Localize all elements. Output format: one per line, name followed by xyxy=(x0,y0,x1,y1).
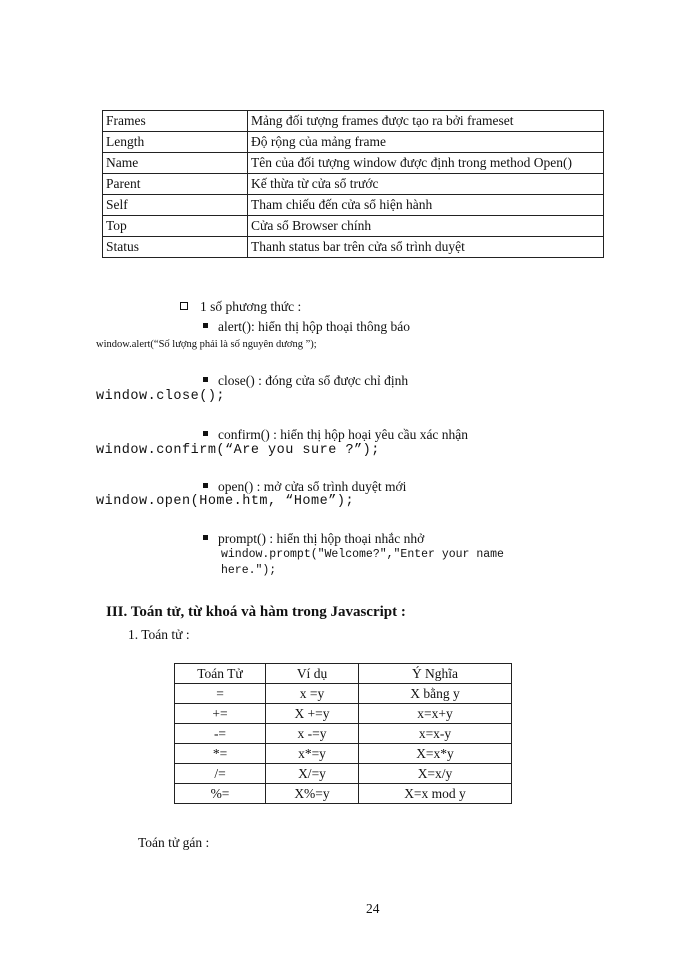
column-header: Toán Tử xyxy=(175,664,266,684)
meaning-cell: x=x-y xyxy=(359,724,512,744)
property-description: Tham chiếu đến cửa sổ hiện hành xyxy=(248,195,604,216)
operator-row xyxy=(175,764,512,784)
close-method-desc: close() : đóng cửa sổ được chỉ định xyxy=(203,372,408,390)
close-code: window.close(); xyxy=(96,389,226,404)
prompt-method-desc: prompt() : hiển thị hộp thoại nhắc nhở xyxy=(203,530,424,548)
property-row xyxy=(103,153,604,174)
prompt-code-line2: here."); xyxy=(221,564,277,577)
alert-code: window.alert(“Số lượng phải là số nguyên dương ”); xyxy=(96,339,317,350)
operator-row xyxy=(175,704,512,724)
section-subheading: 1. Toán tử : xyxy=(128,627,190,642)
property-description: Tên của đối tượng window được định trong method Open() xyxy=(248,153,604,174)
confirm-method-desc: confirm() : hiển thị hộp hoại yêu cầu xác nhận xyxy=(203,426,468,444)
column-header: Ví dụ xyxy=(266,664,359,684)
operator-row xyxy=(175,684,512,704)
property-name: Top xyxy=(103,216,248,237)
property-row xyxy=(103,111,604,132)
property-name: Status xyxy=(103,237,248,258)
operator-row xyxy=(175,724,512,744)
confirm-code: window.confirm(“Are you sure ?”); xyxy=(96,443,380,458)
operator-cell: += xyxy=(175,704,266,724)
property-description: Kế thừa từ cửa sổ trước xyxy=(248,174,604,195)
column-header: Ý Nghĩa xyxy=(359,664,512,684)
open-code: window.open(Home.htm, “Home”); xyxy=(96,494,355,509)
property-name: Parent xyxy=(103,174,248,195)
window-properties-table xyxy=(102,110,604,258)
property-name: Length xyxy=(103,132,248,153)
property-description: Độ rộng của mảng frame xyxy=(248,132,604,153)
checkbox-bullet-icon xyxy=(180,302,188,310)
example-cell: X/=y xyxy=(266,764,359,784)
operators-header-row xyxy=(175,664,512,684)
square-bullet-icon xyxy=(203,483,208,488)
meaning-cell: X=x/y xyxy=(359,764,512,784)
property-row xyxy=(103,237,604,258)
operator-row xyxy=(175,744,512,764)
square-bullet-icon xyxy=(203,535,208,540)
operators-table xyxy=(174,663,512,804)
square-bullet-icon xyxy=(203,323,208,328)
section-heading: III. Toán tử, từ khoá và hàm trong Javascript : xyxy=(106,604,406,620)
operator-cell: = xyxy=(175,684,266,704)
property-description: Mảng đối tượng frames được tạo ra bởi frameset xyxy=(248,111,604,132)
meaning-cell: X bằng y xyxy=(359,684,512,704)
example-cell: x*=y xyxy=(266,744,359,764)
example-cell: X +=y xyxy=(266,704,359,724)
property-description: Cửa sổ Browser chính xyxy=(248,216,604,237)
prompt-code-line1: window.prompt("Welcome?","Enter your name xyxy=(221,548,504,561)
square-bullet-icon xyxy=(203,377,208,382)
meaning-cell: X=x mod y xyxy=(359,784,512,804)
square-bullet-icon xyxy=(203,431,208,436)
operator-row xyxy=(175,784,512,804)
property-name: Name xyxy=(103,153,248,174)
alert-method-desc: alert(): hiển thị hộp thoại thông báo xyxy=(203,318,410,336)
example-cell: x -=y xyxy=(266,724,359,744)
assignment-operators-label: Toán tử gán : xyxy=(138,835,210,850)
property-row xyxy=(103,174,604,195)
property-name: Frames xyxy=(103,111,248,132)
open-method-desc: open() : mở cửa sổ trình duyệt mới xyxy=(203,478,406,496)
page-number: 24 xyxy=(366,901,380,916)
property-row xyxy=(103,195,604,216)
meaning-cell: X=x*y xyxy=(359,744,512,764)
operator-cell: /= xyxy=(175,764,266,784)
operator-cell: -= xyxy=(175,724,266,744)
property-row xyxy=(103,216,604,237)
property-row xyxy=(103,132,604,153)
example-cell: x =y xyxy=(266,684,359,704)
property-name: Self xyxy=(103,195,248,216)
operator-cell: *= xyxy=(175,744,266,764)
operator-cell: %= xyxy=(175,784,266,804)
example-cell: X%=y xyxy=(266,784,359,804)
meaning-cell: x=x+y xyxy=(359,704,512,724)
property-description: Thanh status bar trên cửa sổ trình duyệt xyxy=(248,237,604,258)
methods-intro: 1 số phương thức : xyxy=(180,298,301,316)
